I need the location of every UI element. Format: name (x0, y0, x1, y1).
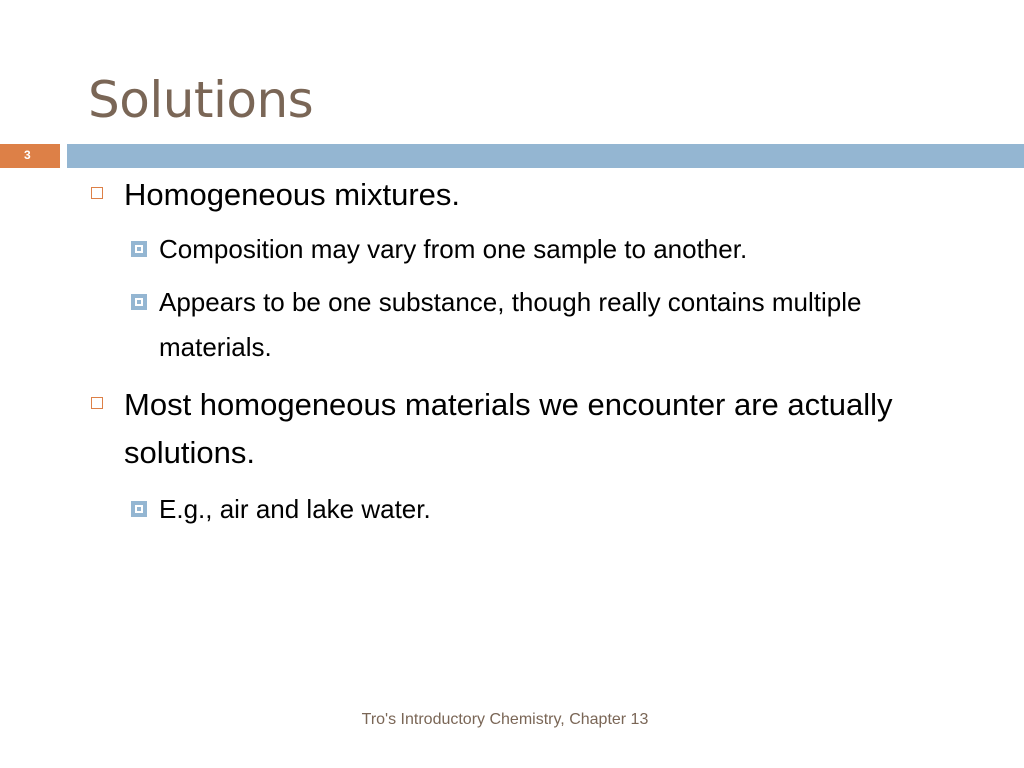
slide-title: Solutions (88, 71, 314, 129)
sub-bullet-item (159, 280, 949, 370)
bullet-text: Homogeneous mixtures. (124, 177, 460, 212)
title-divider-bar (67, 144, 1024, 168)
sub-bullet-text: E.g., air and lake water. (159, 494, 431, 524)
square-sub-bullet-icon (131, 294, 147, 310)
square-bullet-icon (91, 187, 103, 199)
sub-bullet-item (159, 487, 949, 532)
square-sub-bullet-icon (131, 241, 147, 257)
sub-bullet-text: Composition may vary from one sample to another. (159, 234, 748, 264)
sub-bullet-item (159, 227, 949, 272)
sub-bullet-text: Appears to be one substance, though really contains multiple materials. (159, 287, 862, 362)
bullet-text: Most homogeneous materials we encounter are actually solutions. (124, 387, 893, 470)
slide-number-tab (0, 144, 60, 168)
square-sub-bullet-icon (131, 501, 147, 517)
slide-footer: Tro's Introductory Chemistry, Chapter 13 (361, 711, 649, 728)
slide-number: 3 (24, 148, 31, 162)
bullet-item (124, 171, 944, 219)
bullet-item (124, 381, 944, 477)
square-bullet-icon (91, 397, 103, 409)
